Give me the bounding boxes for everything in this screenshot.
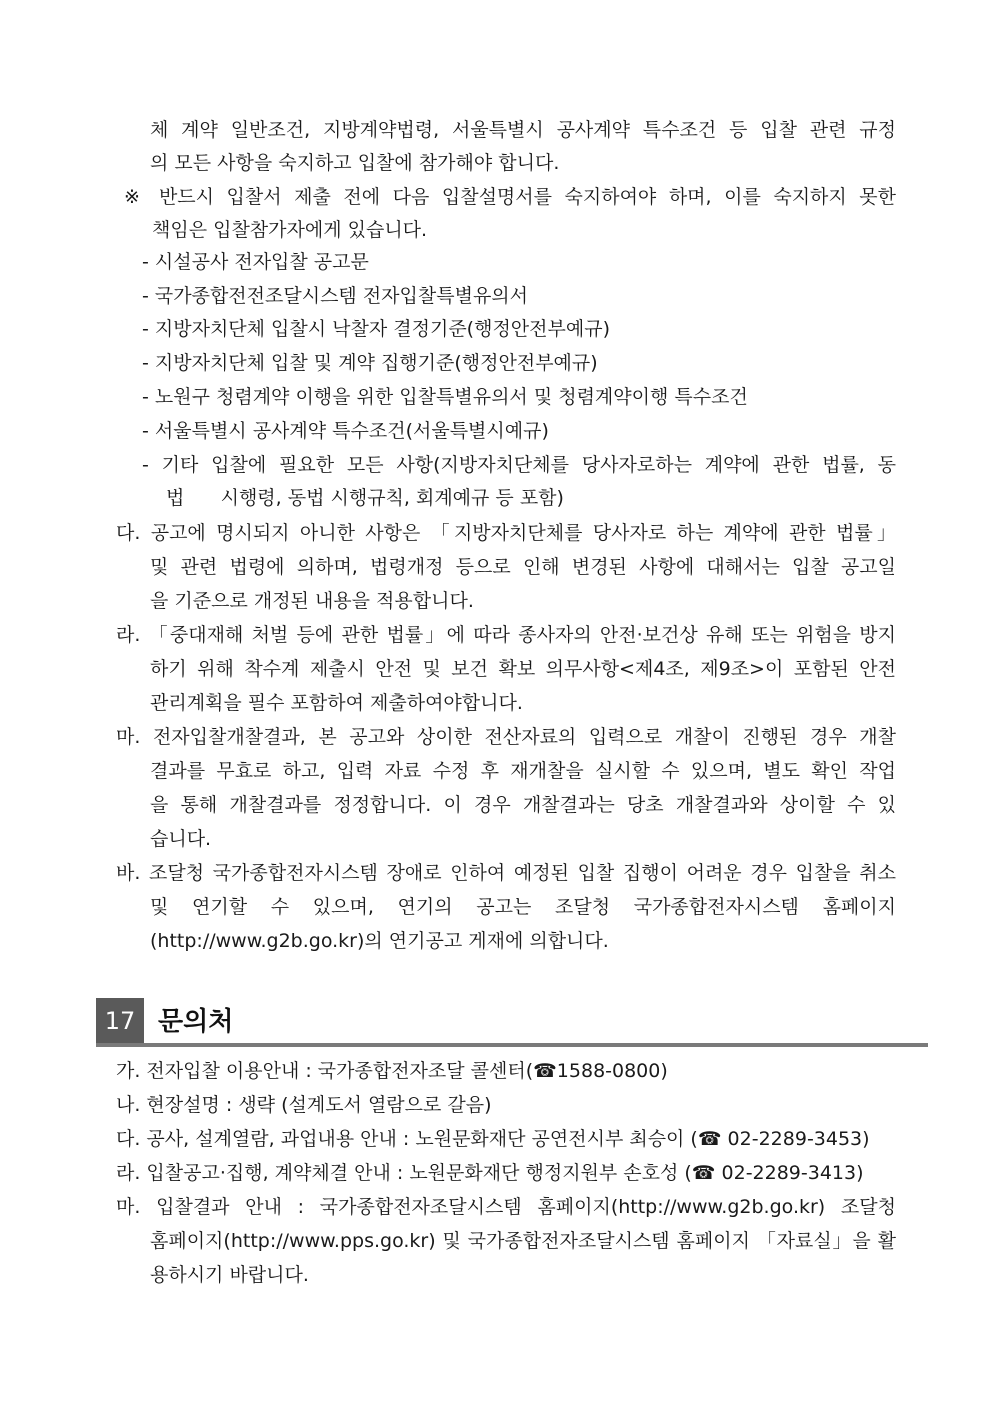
list-item: - 지방자치단체 입찰시 낙찰자 결정기준(행정안전부예규) <box>142 318 610 340</box>
item-da: 다. 공고에 명시되지 아니한 사항은 「지방자치단체를 당사자로 하는 계약에 관한 법률」 <box>116 522 896 544</box>
list-item: - 지방자치단체 입찰 및 계약 집행기준(행정안전부예규) <box>142 352 598 374</box>
section-divider <box>96 1043 928 1047</box>
paragraph-line: 체 계약 일반조건, 지방계약법령, 서울특별시 공사계약 특수조건 등 입찰 관련 규정 <box>150 119 896 141</box>
contact-item: 마. 입찰결과 안내 : 국가종합전자조달시스템 홈페이지(http://www.g2b.go.kr) 조달청 <box>116 1196 896 1218</box>
item-ba-line: 및 연기할 수 있으며, 연기의 공고는 조달청 국가종합전자시스템 홈페이지 <box>150 896 896 918</box>
list-item: - 시설공사 전자입찰 공고문 <box>142 251 369 273</box>
list-item: - 기타 입찰에 필요한 모든 사항(지방자치단체를 당사자로하는 계약에 관한 법률, 동 <box>142 454 896 476</box>
contact-item: 다. 공사, 설계열람, 과업내용 안내 : 노원문화재단 공연전시부 최승이 (☎ 02-2289-3453) <box>116 1128 870 1150</box>
contact-item-line: 용하시기 바랍니다. <box>150 1264 309 1286</box>
item-ra-line: 하기 위해 착수계 제출시 안전 및 보건 확보 의무사항<제4조, 제9조>이 포함된 안전 <box>150 658 896 680</box>
section-header <box>96 998 928 1048</box>
item-ba-line: (http://www.g2b.go.kr)의 연기공고 게재에 의합니다. <box>150 930 609 952</box>
item-ba: 바. 조달청 국가종합전자시스템 장애로 인하여 예정된 입찰 집행이 어려운 경우 입찰을 취소 <box>116 862 896 884</box>
item-ra: 라. 「중대재해 처벌 등에 관한 법률」에 따라 종사자의 안전·보건상 유해 또는 위험을 방지 <box>116 624 896 646</box>
section-number: 17 <box>96 998 144 1044</box>
list-item: - 서울특별시 공사계약 특수조건(서울특별시예규) <box>142 420 549 442</box>
item-ma-line: 을 통해 개찰결과를 정정합니다. 이 경우 개찰결과는 당초 개찰결과와 상이할 수 있 <box>150 794 896 816</box>
note-line: ※ 반드시 입찰서 제출 전에 다음 입찰설명서를 숙지하여야 하며, 이를 숙지하지 못한 <box>124 186 896 208</box>
list-item: - 노원구 청렴계약 이행을 위한 입찰특별유의서 및 청렴계약이행 특수조건 <box>142 386 748 408</box>
note-line: 책임은 입찰참가자에게 있습니다. <box>152 219 428 241</box>
item-ma-line: 결과를 무효로 하고, 입력 자료 수정 후 재개찰을 실시할 수 있으며, 별도 확인 작업 <box>150 760 896 782</box>
item-ra-line: 관리계획을 필수 포함하여 제출하여야합니다. <box>150 692 523 714</box>
paragraph-line: 의 모든 사항을 숙지하고 입찰에 참가해야 합니다. <box>150 152 560 174</box>
list-item-continuation: 법 시행령, 동법 시행규칙, 회계예규 등 포함) <box>166 487 564 509</box>
contact-item: 가. 전자입찰 이용안내 : 국가종합전자조달 콜센터(☎1588-0800) <box>116 1060 668 1082</box>
contact-item: 나. 현장설명 : 생략 (설계도서 열람으로 갈음) <box>116 1094 492 1116</box>
item-da-line: 을 기준으로 개정된 내용을 적용합니다. <box>150 590 474 612</box>
contact-item-line: 홈페이지(http://www.pps.go.kr) 및 국가종합전자조달시스템 홈페이지 「자료실」을 활 <box>150 1230 896 1252</box>
contact-item: 라. 입찰공고·집행, 계약체결 안내 : 노원문화재단 행정지원부 손호성 (☎ 02-2289-3413) <box>116 1162 864 1184</box>
item-ma-line: 습니다. <box>150 828 212 850</box>
item-ma: 마. 전자입찰개찰결과, 본 공고와 상이한 전산자료의 입력으로 개찰이 진행된 경우 개찰 <box>116 726 896 748</box>
list-item: - 국가종합전전조달시스템 전자입찰특별유의서 <box>142 285 529 307</box>
section-title: 문의처 <box>158 1007 234 1037</box>
item-da-line: 및 관련 법령에 의하며, 법령개정 등으로 인해 변경된 사항에 대해서는 입찰 공고일 <box>150 556 896 578</box>
